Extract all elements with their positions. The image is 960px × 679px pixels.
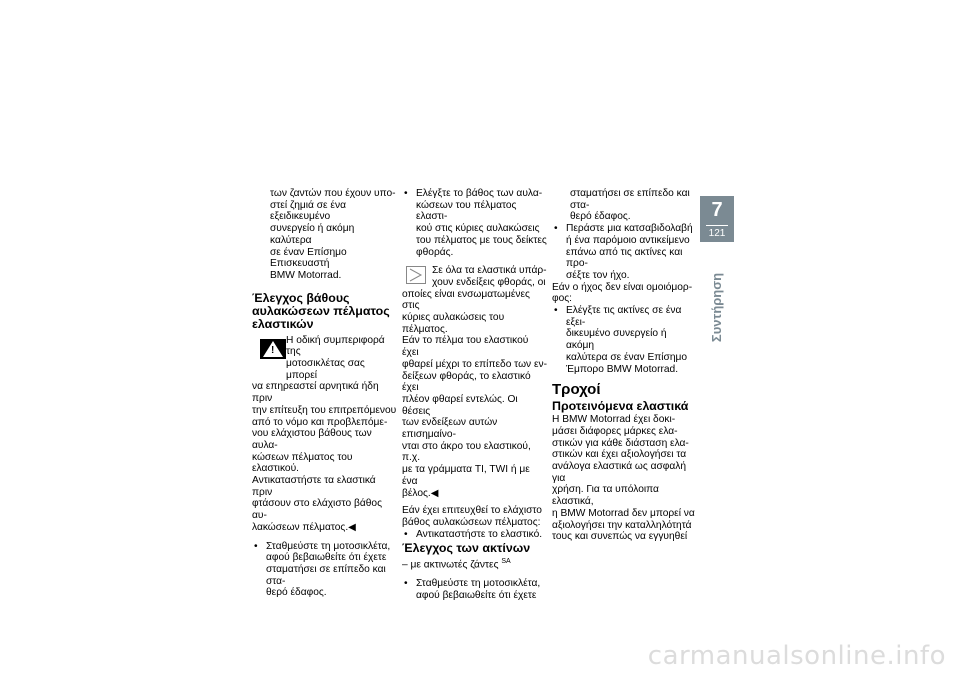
text-line: αφού βεβαιωθείτε ότι έχετε bbox=[266, 552, 387, 564]
recommended-body bbox=[552, 414, 697, 543]
list-item bbox=[402, 529, 547, 541]
text-line: κώσεων του πέλματος ελαστι- bbox=[416, 199, 517, 223]
warning-body bbox=[252, 381, 397, 533]
chapter-tab bbox=[700, 196, 734, 242]
text-line: με τα γράμματα TI, TWI ή με ένα bbox=[402, 464, 530, 487]
text-line: οποίες είναι ενσωματωμένες στις bbox=[402, 288, 530, 312]
text-line: συνεργείο ή ακόμη καλύτερα bbox=[270, 223, 355, 246]
heading-recommended-tyres: Προτεινόμενα ελαστικά bbox=[552, 399, 689, 414]
text-line: θερό έδαφος. bbox=[570, 211, 631, 223]
heading-tread-depth bbox=[252, 292, 397, 331]
warning-icon: ! bbox=[260, 339, 286, 359]
text-line: χουν ενδείξεις φθοράς, οι bbox=[432, 276, 546, 288]
column-1 bbox=[252, 188, 397, 599]
intro-paragraph bbox=[252, 188, 397, 282]
text-line: στεί ζημιά σε ένα εξειδικευμένο bbox=[270, 199, 346, 223]
text-line: Εάν ο ήχος δεν είναι ομοιόμορ- bbox=[552, 281, 693, 293]
text-line: κύριες αυλακώσεις του πέλματος. bbox=[402, 312, 505, 335]
note-icon bbox=[406, 266, 426, 284]
continued-paragraph bbox=[552, 188, 697, 223]
text-line: του πέλματος με τους δείκτες bbox=[416, 234, 547, 246]
text-line: βέλος.◀ bbox=[402, 487, 439, 499]
text-line: μοτοσικλέτας σας μπορεί bbox=[286, 358, 365, 381]
sa-label: SA bbox=[501, 558, 511, 566]
section-label-container bbox=[700, 252, 734, 362]
column-2 bbox=[402, 188, 547, 602]
text-line: Εάν το πέλμα του ελαστικού έχει bbox=[402, 335, 529, 359]
text-line: των ζαντών που έχουν υπο- bbox=[270, 188, 396, 199]
text-line: επάνω από τις ακτίνες και προ- bbox=[566, 246, 683, 270]
page-number: 121 bbox=[706, 225, 728, 240]
list-item bbox=[552, 223, 697, 282]
text-line: φτάσουν στο ελάχιστο βάθος αυ- bbox=[252, 498, 382, 522]
text-line: βάθος αυλακώσεων πέλματος: bbox=[402, 516, 541, 528]
section-label: Συντήρηση bbox=[709, 272, 725, 342]
text-line: • Ελέγξτε το βάθος των αυλα- bbox=[416, 188, 543, 199]
text-line: την επίτευξη του επιτρεπόμενου bbox=[252, 404, 397, 416]
text-line: δικευμένο συνεργείο ή ακόμη bbox=[566, 328, 667, 352]
column-3 bbox=[552, 188, 697, 543]
text-line: Αντικαταστήστε τα ελαστικά πριν bbox=[252, 475, 376, 498]
text-line: • Αντικαταστήστε το ελαστικό. bbox=[416, 528, 543, 540]
heading-wheels: Τροχοί bbox=[552, 381, 601, 399]
text-line: ή ένα παρόμοιο αντικείμενο bbox=[566, 234, 690, 246]
text-line: στικών και έχει αξιολογήσει τα bbox=[552, 449, 687, 461]
text-line: φθαρεί μέχρι το επίπεδο των εν- bbox=[402, 358, 547, 370]
uneven-sound-paragraph bbox=[552, 282, 697, 305]
text-line: η BMW Motorrad δεν μπορεί να bbox=[552, 507, 695, 519]
text-line: Σε όλα τα ελαστικά υπάρ- bbox=[432, 265, 547, 277]
watermark: carmanualsonline.info bbox=[647, 641, 946, 671]
text-line: από το νόμο και προβλεπόμε- bbox=[252, 416, 388, 428]
list-item bbox=[402, 188, 547, 258]
text-line: σε έναν Επίσημο Επισκευαστή bbox=[270, 246, 347, 270]
text-line: σταματήσει σε επίπεδο και στα- bbox=[266, 563, 386, 587]
heading-line: ελαστικών bbox=[252, 316, 314, 331]
min-depth-paragraph bbox=[402, 505, 547, 528]
text-line: των ενδείξεων αυτών επισημαίνο- bbox=[402, 417, 498, 441]
text-line: BMW Motorrad. bbox=[270, 269, 342, 281]
text-line: αφού βεβαιωθείτε ότι έχετε bbox=[416, 590, 537, 602]
text-line: κώσεων πέλματος του ελαστικού. bbox=[252, 451, 353, 475]
text-line: κού στις κύριες αυλακώσεις bbox=[416, 223, 540, 235]
text-line: Έμπορο BMW Motorrad. bbox=[566, 363, 679, 375]
text-line: νου ελάχιστου βάθους των αυλα- bbox=[252, 428, 372, 451]
spokes-condition bbox=[402, 556, 547, 571]
text-line: • Ελέγξτε τις ακτίνες σε ένα εξει- bbox=[566, 305, 682, 328]
text-line: • Σταθμεύστε τη μοτοσικλέτα, bbox=[416, 578, 541, 590]
note-body bbox=[402, 289, 547, 500]
text-line: • Σταθμεύστε τη μοτοσικλέτα, bbox=[266, 540, 391, 552]
text-line: λακώσεων πέλματος.◀ bbox=[252, 521, 357, 533]
text-line: Η οδική συμπεριφορά της bbox=[286, 334, 385, 358]
text-line: σέξτε τον ήχο. bbox=[566, 269, 630, 281]
text-line: φθοράς. bbox=[416, 246, 454, 258]
text-line: τους και συνεπώς να εγγυηθεί bbox=[552, 531, 688, 543]
text-line: νται στο άκρο του ελαστικού, π.χ. bbox=[402, 440, 531, 464]
text-line: αξιολογήσει την καταλληλότητά bbox=[552, 519, 692, 531]
text-line: ανάλογα ελαστικά ως ασφαλή για bbox=[552, 461, 687, 484]
note-block bbox=[402, 265, 547, 288]
warning-block bbox=[252, 335, 397, 382]
text-line: φος: bbox=[552, 293, 573, 305]
text-line: καλύτερα σε έναν Επίσημο bbox=[566, 351, 688, 363]
text-line: Εάν έχει επιτευχθεί το ελάχιστο bbox=[402, 505, 542, 517]
text-line: • Περάστε μια κατσαβιδολαβή bbox=[566, 223, 693, 235]
chapter-number: 7 bbox=[711, 199, 723, 221]
text-line: μάσει διάφορες μάρκες ελα- bbox=[552, 425, 678, 437]
text-line: χρήση. Για τα υπόλοιπα ελαστικά, bbox=[552, 484, 659, 508]
text-line: δείξεων φθοράς, το ελαστικό έχει bbox=[402, 370, 531, 394]
heading-spokes: Έλεγχος των ακτίνων bbox=[402, 541, 531, 556]
list-item bbox=[552, 305, 697, 375]
text-line: στικών για κάθε διάσταση ελα- bbox=[552, 437, 689, 449]
list-item bbox=[402, 578, 547, 601]
text-line: σταματήσει σε επίπεδο και στα- bbox=[570, 188, 690, 211]
text-line: θερό έδαφος. bbox=[266, 587, 327, 599]
text-line: πλέον φθαρεί εντελώς. Οι θέσεις bbox=[402, 393, 518, 417]
heading-line: αυλακώσεων πέλματος bbox=[252, 303, 390, 318]
list-item bbox=[252, 541, 397, 600]
text-line: Η BMW Motorrad έχει δοκι- bbox=[552, 414, 676, 426]
heading-line: Έλεγχος βάθους bbox=[252, 290, 350, 305]
text-line: να επηρεαστεί αρνητικά ήδη πριν bbox=[252, 381, 379, 405]
text-line: – με ακτινωτές ζάντες bbox=[402, 559, 499, 571]
